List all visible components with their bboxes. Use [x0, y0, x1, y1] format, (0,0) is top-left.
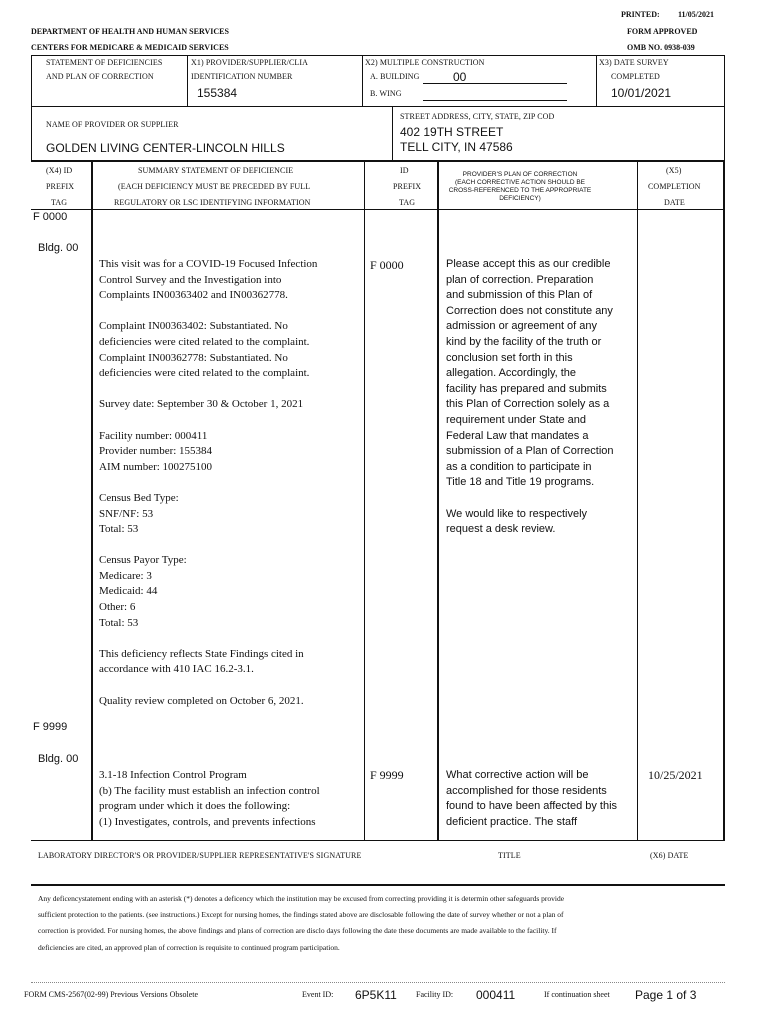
col-summary-label: (EACH DEFICIENCY MUST BE PRECEDED BY FULL: [118, 182, 311, 191]
facility-id-value: 000411: [476, 988, 516, 1002]
divider: [437, 160, 439, 840]
wing-underline: [423, 100, 567, 101]
building-label: A. BUILDING: [370, 72, 420, 81]
wing-label: B. WING: [370, 89, 402, 98]
statement-label: STATEMENT OF DEFICIENCIES: [46, 58, 163, 67]
provider-id-value: 155384: [197, 86, 238, 100]
col-id-label: PREFIX: [393, 182, 422, 191]
col-plan-label: CROSS-REFERENCED TO THE APPROPRIATE: [448, 187, 592, 194]
building-value: 00: [453, 70, 467, 84]
top-table-border: [31, 55, 725, 56]
col-x4-label: TAG: [51, 198, 68, 207]
printed-label: PRINTED:: [621, 10, 660, 19]
divider: [31, 106, 725, 107]
divider: [187, 55, 188, 106]
department-title: DEPARTMENT OF HEALTH AND HUMAN SERVICES: [31, 27, 229, 36]
entry-tag: F 0000: [33, 211, 68, 223]
entry-tag: F 9999: [33, 721, 68, 733]
divider: [31, 160, 725, 162]
divider: [362, 55, 363, 106]
date-survey-value: 10/01/2021: [611, 86, 672, 100]
col-x5-label: DATE: [664, 198, 685, 207]
entry-plan: Please accept this as our credible plan of correction. Preparation and submission of this Plan of Correction does not constitute any admission or agreement of any kind by the facility of the truth or conclusion set forth in this allegation. Accordingly, the facility has prepared and submits this Plan of Correction solely as a requirement under State and Federal Law that mandates a submission of a Plan of Correction as a condition to participate in Title 18 and Title 19 programs. We would like to respectively request a desk review.: [446, 258, 614, 536]
entry-summary: This visit was for a COVID-19 Focused Infection Control Survey and the Investigation into Complaints IN00363402 and IN00362778. Complaint IN00363402: Substantiated. No deficiencies were cited related to the complaint. Complaint IN00362778: Substantiated. No deficiencies were cited related to the complaint. Survey date: September 30 & October 1, 2021 Facility number: 000411 Provider number: 155384 AIM number: 100275100 Census Bed Type: SNF/NF: 53 Total: 53 Census Payor Type: Medicare: 3 Medicaid: 44 Other: 6 Total: 53 This deficiency reflects State Findings cited in accordance with 410 IAC 16.2-3.1. Quality review completed on October 6, 2021.: [99, 258, 318, 707]
provider-id-label: X1) PROVIDER/SUPPLIER/CLIA: [191, 58, 309, 67]
event-id-value: 6P5K11: [355, 988, 397, 1002]
page-number: Page 1 of 3: [635, 988, 697, 1002]
col-id-label: ID: [400, 166, 409, 175]
col-summary-label: SUMMARY STATEMENT OF DEFICIENCIE: [138, 166, 294, 175]
address-label: STREET ADDRESS, CITY, STATE, ZIP COD: [400, 112, 555, 121]
entry-id-tag: F 0000: [370, 258, 404, 272]
entry-building: Bldg. 00: [38, 242, 79, 254]
divider: [723, 160, 725, 840]
col-x5-label: (X5): [666, 166, 682, 175]
divider: [637, 160, 638, 840]
centers-title: CENTERS FOR MEDICARE & MEDICAID SERVICES: [31, 43, 229, 52]
entry-summary: 3.1-18 Infection Control Program (b) The facility must establish an infection control program under which it does the following: (1) Investigates, controls, and prevents infections: [99, 769, 320, 828]
continuation-label: If continuation sheet: [544, 990, 610, 999]
printed-date: 11/05/2021: [678, 10, 715, 19]
form-approved: FORM APPROVED: [627, 27, 698, 36]
divider: [91, 160, 93, 840]
provider-name: GOLDEN LIVING CENTER-LINCOLN HILLS: [46, 141, 285, 155]
entry-id-tag: F 9999: [370, 768, 404, 782]
divider: [596, 55, 597, 106]
col-x5-label: COMPLETION: [648, 182, 701, 191]
omb-number: OMB NO. 0938-039: [627, 43, 695, 52]
entry-building: Bldg. 00: [38, 753, 79, 765]
divider: [364, 160, 365, 840]
form-number: FORM CMS-2567(02-99) Previous Versions Obsolete: [24, 990, 199, 999]
col-x4-label: PREFIX: [46, 182, 75, 191]
col-plan-label: PROVIDER'S PLAN OF CORRECTION: [462, 171, 578, 178]
signature-label: LABORATORY DIRECTOR'S OR PROVIDER/SUPPLIER REPRESENTATIVE'S SIGNATURE: [38, 851, 362, 860]
entry-plan: What corrective action will be accomplished for those residents found to have been affected by this deficient practice. The staff: [446, 769, 618, 828]
col-summary-label: REGULATORY OR LSC IDENTIFYING INFORMATION: [114, 198, 311, 207]
disclaimer-text: Any deficencystatement ending with an asterisk (*) denotes a deficency which the institution may be excused from correcting providing it is determin other safeguards provide sufficient protection to the patients. (see instructions.) Except for nursing homes, the findings stated above are disclosable following the date of survey whether or not a plan of correction is provided. For nursing homes, the above findings and plans of correction are disclo days following the date these documents are made available to the facility. If deficiencies are cited, an approved plan of correction is requisite to continued program participation.: [38, 894, 565, 952]
date-label: (X6) DATE: [650, 851, 689, 860]
provider-name-label: NAME OF PROVIDER OR SUPPLIER: [46, 120, 179, 129]
multiple-construction-label: X2) MULTIPLE CONSTRUCTION: [365, 58, 485, 67]
entry-completion-date: 10/25/2021: [648, 768, 703, 782]
statement-label: AND PLAN OF CORRECTION: [46, 72, 154, 81]
date-survey-label: COMPLETED: [611, 72, 660, 81]
facility-id-label: Facility ID:: [416, 990, 454, 999]
provider-id-label: IDENTIFICATION NUMBER: [191, 72, 293, 81]
divider: [31, 884, 725, 886]
divider: [31, 840, 725, 841]
divider: [392, 106, 393, 160]
footer-rule: [31, 982, 725, 983]
col-id-label: TAG: [399, 198, 416, 207]
col-plan-label: DEFICIENCY): [499, 195, 541, 202]
col-plan-label: (EACH CORRECTIVE ACTION SHOULD BE: [454, 179, 586, 186]
divider: [31, 209, 725, 210]
divider: [724, 55, 725, 160]
building-underline: [423, 83, 567, 84]
event-id-label: Event ID:: [302, 990, 334, 999]
divider: [31, 55, 32, 160]
address-line: 402 19TH STREET: [400, 125, 504, 139]
address-line: TELL CITY, IN 47586: [400, 140, 513, 154]
col-x4-label: (X4) ID: [46, 166, 73, 175]
date-survey-label: X3) DATE SURVEY: [599, 58, 669, 67]
title-label: TITLE: [498, 851, 521, 860]
